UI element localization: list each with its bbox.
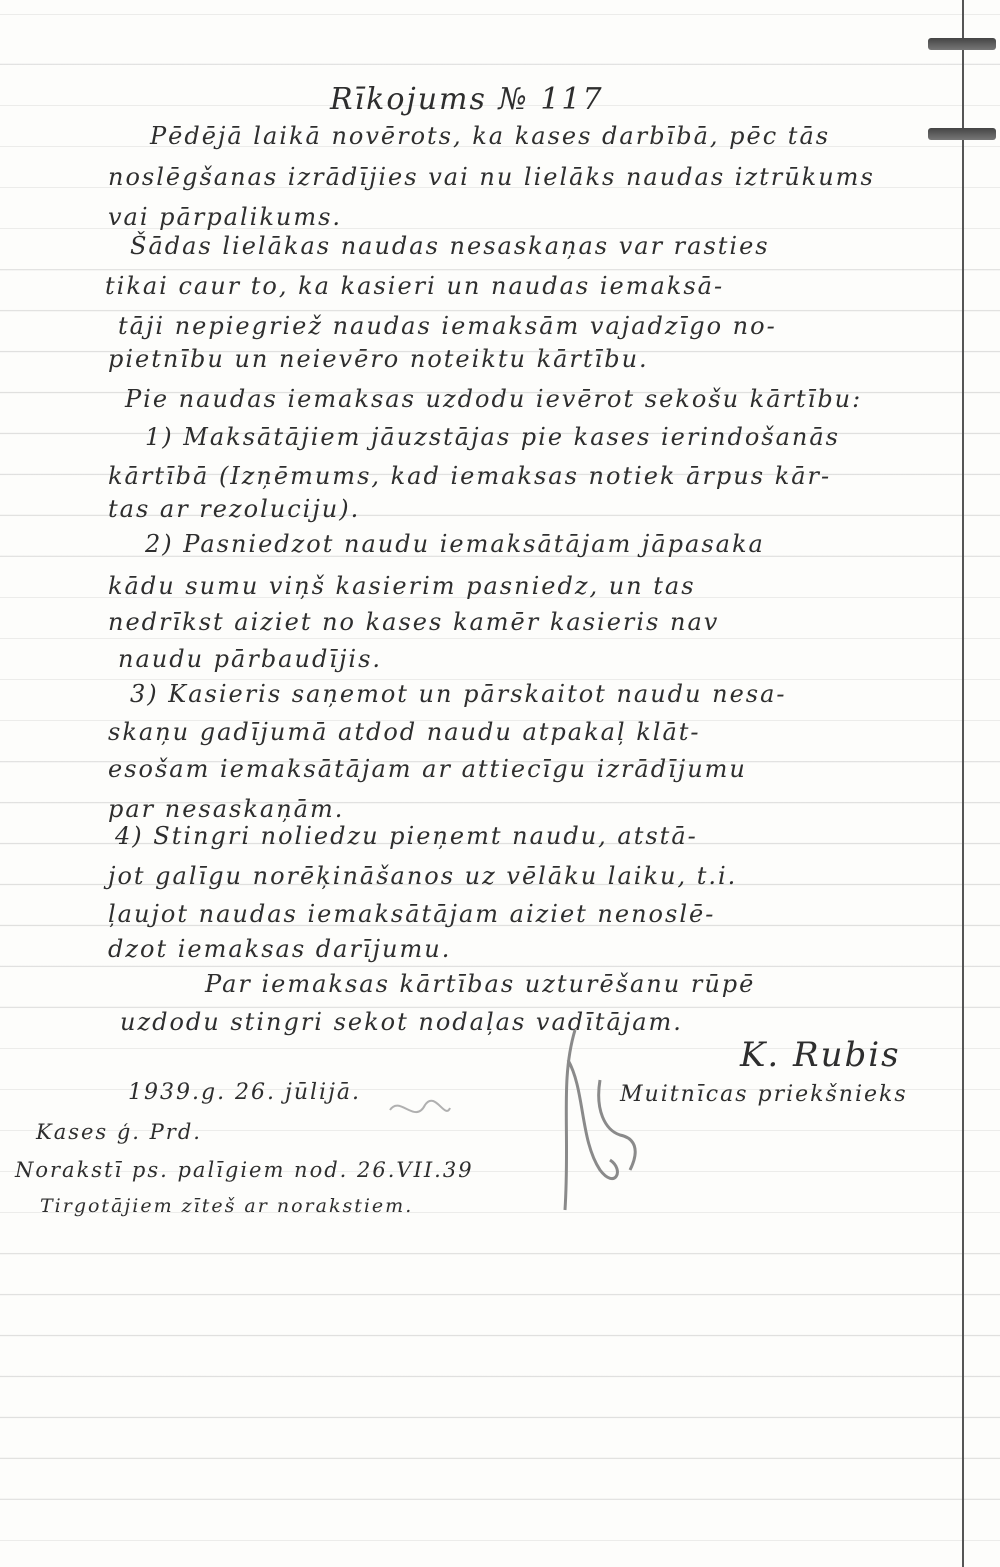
text-line: Pēdējā laikā novērots, ka kases darbībā, pēc tās — [150, 122, 831, 150]
pencil-mark — [385, 1090, 455, 1130]
text-line: kādu sumu viņš kasierim pasniedz, un tas — [108, 572, 696, 600]
text-line: dzot iemaksas darījumu. — [108, 935, 452, 963]
text-line: naudu pārbaudījis. — [118, 645, 383, 673]
text-line: Pie naudas iemaksas uzdodu ievērot sekošu kārtību: — [125, 385, 863, 413]
text-line: esošam iemaksātājam ar attiecīgu izrādījumu — [108, 755, 747, 783]
text-line: 1) Maksātājiem jāuzstājas pie kases ierindošanās — [145, 423, 840, 451]
text-line: uzdodu stingri sekot nodaļas vadītājam. — [120, 1008, 683, 1036]
text-line: Šādas lielākas naudas nesaskaņas var rasties — [130, 232, 770, 260]
text-line: tikai caur to, ka kasieri un naudas iemaksā- — [105, 272, 725, 300]
text-line: par nesaskaņām. — [108, 795, 345, 823]
document-date: 1939.g. 26. jūlijā. — [128, 1080, 362, 1105]
binder-clip-middle — [928, 128, 996, 140]
text-line: tas ar rezoluciju). — [108, 495, 361, 523]
binder-clip-top — [928, 38, 996, 50]
text-line: 4) Stingri noliedzu pieņemt naudu, atstā- — [115, 822, 698, 850]
signature: K. Rubis — [740, 1035, 901, 1075]
margin-note: Norakstī ps. palīgiem nod. 26.VII.39 — [15, 1158, 474, 1182]
text-line: jot galīgu norēķināšanos uz vēlāku laiku, t.i. — [108, 862, 738, 890]
text-line: nedrīkst aiziet no kases kamēr kasieris nav — [108, 608, 720, 636]
text-line: 3) Kasieris saņemot un pārskaitot naudu nesa- — [130, 680, 787, 708]
text-line: 2) Pasniedzot naudu iemaksātājam jāpasaka — [145, 530, 765, 558]
document-title: Rīkojums № 117 — [330, 82, 604, 117]
text-line: kārtībā (Izņēmums, kad iemaksas notiek ārpus kār- — [108, 462, 832, 490]
text-line: ļaujot naudas iemaksātājam aiziet nenoslē- — [108, 900, 716, 928]
text-line: Par iemaksas kārtības uzturēšanu rūpē — [205, 970, 756, 998]
margin-note: Kases ģ. Prd. — [36, 1120, 202, 1144]
margin-note: Tirgotājiem zīteš ar norakstiem. — [40, 1195, 414, 1217]
text-line: noslēgšanas izrādījies vai nu lielāks naudas iztrūkums — [108, 163, 875, 191]
text-line: tāji nepiegriež naudas iemaksām vajadzīgo no- — [118, 312, 777, 340]
signatory-position: Muitnīcas priekšnieks — [620, 1082, 908, 1107]
margin-rule — [962, 0, 964, 1567]
text-line: pietnību un neievēro noteiktu kārtību. — [108, 345, 649, 373]
pencil-signature-scribble — [540, 1020, 650, 1220]
text-line: skaņu gadījumā atdod naudu atpakaļ klāt- — [108, 718, 701, 746]
text-line: vai pārpalikums. — [108, 203, 343, 231]
